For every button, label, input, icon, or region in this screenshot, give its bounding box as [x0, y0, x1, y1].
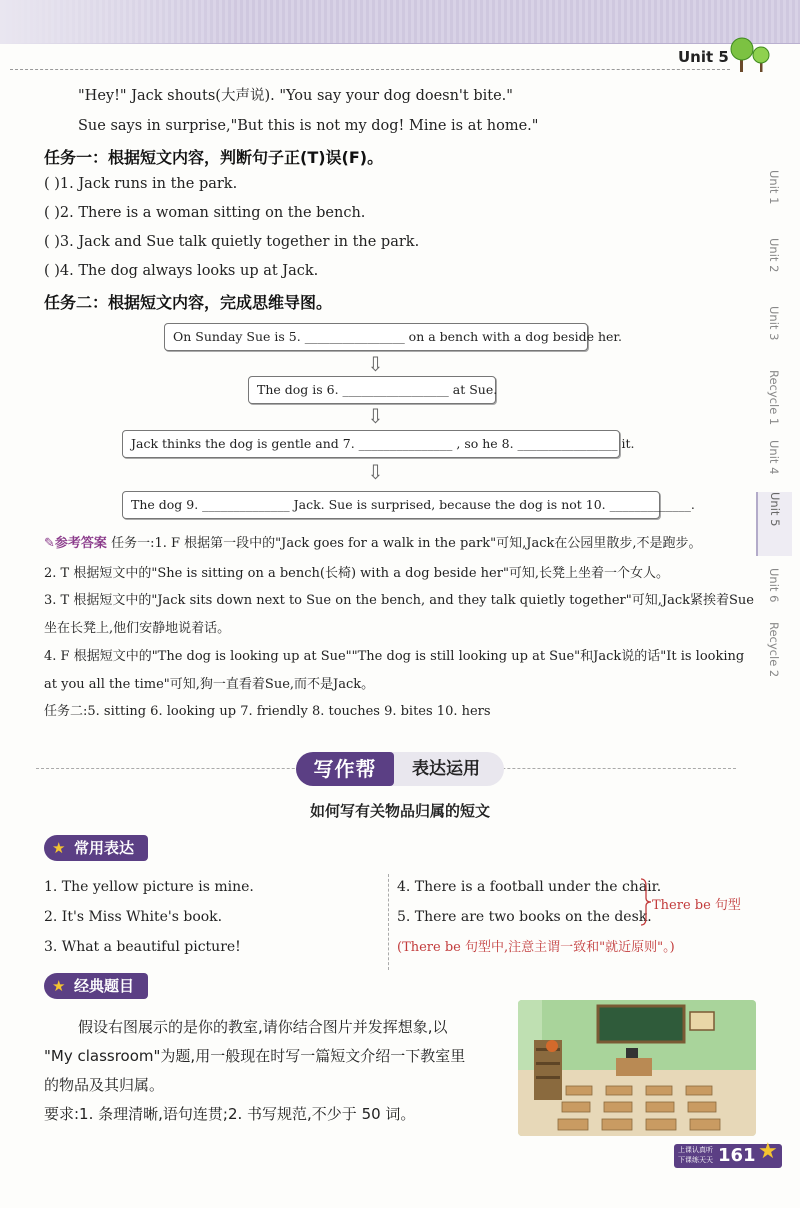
banner-left-label: 写作帮: [296, 752, 394, 786]
section-subtitle: 如何写有关物品归属的短文: [309, 802, 490, 820]
header-divider: [10, 69, 730, 70]
answer-line-3: 3. T 根据短文中的"Jack sits down next to Sue on the bench, and they talk quietly together"可知,Jack紧挨着Sue: [44, 593, 754, 608]
header-band-fade: [0, 0, 240, 44]
expression-2: 2. It's Miss White's book.: [44, 909, 223, 925]
classic-tag: ★ 经典题目: [44, 973, 148, 999]
tab-recycle-1[interactable]: Recycle 1: [767, 370, 781, 426]
mindmap-box-3: Jack thinks the dog is gentle and 7. _______________ , so he 8. ________________ it.: [122, 430, 620, 458]
star-icon: ★: [52, 839, 66, 857]
section-banner: [296, 752, 504, 786]
expression-5: 5. There are two books on the desk.: [397, 909, 652, 925]
page-footer: [674, 1139, 782, 1172]
unit-side-tabs: [756, 170, 792, 710]
expression-note: (There be 句型中,注意主谓一致和"就近原则"。): [397, 940, 675, 955]
classic-para-line-4: 要求:1. 条理清晰,语句连贯;2. 书写规范,不少于 50 词。: [44, 1105, 416, 1123]
answer-line-2: 2. T 根据短文中的"She is sitting on a bench(长椅) with a dog beside her"可知,长凳上坐着一个女人。: [44, 566, 670, 581]
tab-unit-6[interactable]: Unit 6: [767, 568, 781, 603]
task1-item-1: ( )1. Jack runs in the park.: [44, 176, 238, 192]
pencil-icon: ✎: [44, 536, 55, 551]
expression-4: 4. There is a football under the chair.: [397, 879, 662, 895]
down-arrow-icon: ⇩: [367, 404, 384, 428]
task2-heading: 任务二：根据短文内容，完成思维导图。: [44, 293, 333, 312]
classic-para-line-3: 的物品及其归属。: [44, 1076, 165, 1094]
expressions-divider: [388, 874, 389, 970]
footer-small-bottom: 下课练天天: [678, 1156, 713, 1164]
tab-unit-1[interactable]: Unit 1: [767, 170, 781, 205]
down-arrow-icon: ⇩: [367, 460, 384, 484]
unit-label: Unit 5: [678, 48, 729, 66]
expression-1: 1. The yellow picture is mine.: [44, 879, 254, 895]
page-number: 161: [718, 1145, 756, 1166]
answer-line-4: 坐在长凳上,他们安静地说着话。: [44, 621, 231, 636]
tree-icon: [728, 34, 774, 74]
task1-item-4: ( )4. The dog always looks up at Jack.: [44, 263, 319, 279]
answer-badge: ✎参考答案: [44, 536, 107, 551]
tab-unit-5[interactable]: Unit 5: [756, 492, 792, 556]
star-icon: ★: [52, 977, 66, 995]
answer-line-7: 任务二:5. sitting 6. looking up 7. friendly 8. touches 9. bites 10. hers: [44, 704, 491, 719]
expression-3: 3. What a beautiful picture!: [44, 939, 241, 955]
expressions-tag: ★ 常用表达: [44, 835, 148, 861]
story-line-2: Sue says in surprise,"But this is not my dog! Mine is at home.": [78, 118, 539, 134]
answer-line-5: 4. F 根据短文中的"The dog is looking up at Sue""The dog is still looking up at Sue"和Jack说的话"It is looking: [44, 649, 745, 664]
mindmap-box-4: The dog 9. ______________ Jack. Sue is surprised, because the dog is not 10. _____________.: [122, 491, 660, 519]
answer-line-6: at you all the time"可知,狗一直看着Sue,而不是Jack。: [44, 677, 375, 692]
brace-note: There be 句型: [652, 898, 741, 913]
star-icon: ★: [758, 1139, 778, 1164]
classic-para-line-1: 假设右图展示的是你的教室,请你结合图片并发挥想象,以: [78, 1018, 448, 1036]
classroom-illustration: [518, 1000, 756, 1136]
tab-unit-4[interactable]: Unit 4: [767, 440, 781, 475]
mindmap-box-2: The dog is 6. _________________ at Sue.: [248, 376, 496, 404]
story-line-1: "Hey!" Jack shouts(大声说). "You say your dog doesn't bite.": [78, 88, 513, 104]
task1-item-3: ( )3. Jack and Sue talk quietly together in the park.: [44, 234, 420, 250]
tab-unit-2[interactable]: Unit 2: [767, 238, 781, 273]
tab-unit-3[interactable]: Unit 3: [767, 306, 781, 341]
answer-line-1: ✎参考答案 任务一:1. F 根据第一段中的"Jack goes for a walk in the park"可知,Jack在公园里散步,不是跑步。: [44, 536, 702, 551]
banner-right-label: 表达运用: [388, 752, 504, 786]
down-arrow-icon: ⇩: [367, 352, 384, 376]
tab-recycle-2[interactable]: Recycle 2: [767, 622, 781, 678]
footer-small-top: 上课认真听: [678, 1146, 713, 1154]
task1-heading: 任务一：根据短文内容，判断句子正(T)误(F)。: [44, 148, 384, 167]
task1-item-2: ( )2. There is a woman sitting on the bench.: [44, 205, 366, 221]
mindmap-box-1: On Sunday Sue is 5. ________________ on a bench with a dog beside her.: [164, 323, 588, 351]
brace-icon: [640, 878, 652, 926]
classic-para-line-2: "My classroom"为题,用一般现在时写一篇短文介绍一下教室里: [44, 1047, 466, 1065]
